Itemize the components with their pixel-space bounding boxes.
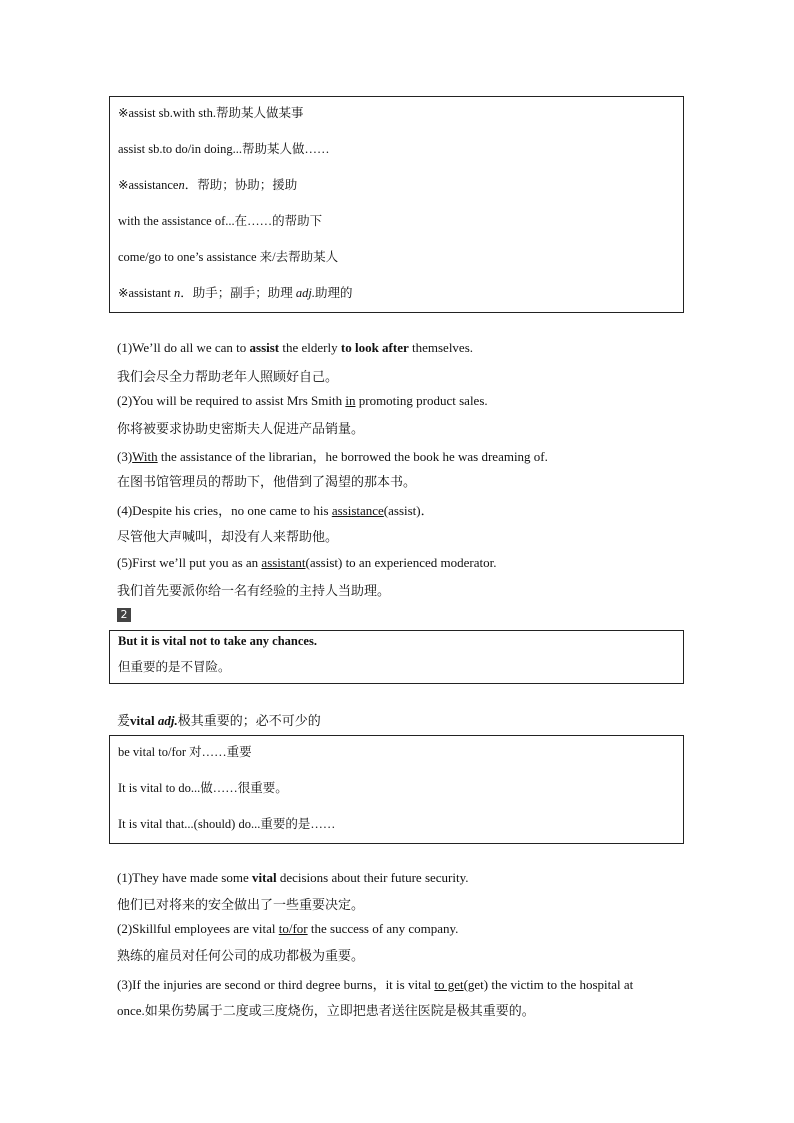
pos-label: adj. — [295, 286, 315, 300]
phrase-text: 助理的 — [314, 286, 353, 300]
translation: 尽管他大声喊叫，却没有人来帮助他。 — [117, 530, 339, 545]
phrase-line — [118, 175, 297, 193]
translation: 如果伤势属于二度或三度烧伤，立即把患者送往医院是极其重要的。 — [144, 1004, 535, 1019]
example-sentence — [117, 974, 633, 993]
translation: 在图书馆管理员的帮助下，他借到了渴望的那本书。 — [117, 475, 417, 490]
example-sentence — [117, 393, 488, 409]
example-sentence — [117, 446, 548, 465]
phrase-line: come/go to one’s assistance 来/去帮助某人 — [118, 250, 339, 264]
phrase-line: It is vital to do...做……很重要。 — [118, 781, 288, 795]
text: once. — [117, 1003, 145, 1018]
translation: 他们已对将来的安全做出了一些重要决定。 — [117, 898, 365, 913]
answer-blank: With — [132, 449, 158, 464]
definition: 极其重要的；必不可少的 — [177, 714, 321, 729]
keyword: assist — [249, 340, 280, 355]
marker: 爰 — [117, 714, 131, 729]
example-sentence — [117, 340, 473, 356]
text: (1)We’ll do all we can to — [117, 340, 250, 355]
translation: 你将被要求协助史密斯夫人促进产品销量。 — [117, 422, 365, 437]
assist-phrases-box — [109, 96, 684, 313]
example-sentence — [117, 500, 434, 519]
translation: 我们会尽全力帮助老年人照顾好自己。 — [117, 370, 339, 385]
translation: 我们首先要派你给一名有经验的主持人当助理。 — [117, 584, 391, 599]
phrase-line — [118, 283, 352, 301]
answer-blank: in — [345, 393, 356, 408]
text: promoting product sales. — [355, 393, 488, 408]
text: the assistance of the librarian，he borrowed the book he was dreaming of. — [157, 449, 548, 464]
phrase-line: be vital to/for 对……重要 — [118, 745, 252, 759]
text: (3)If the injuries are second or third degree burns，it is vital — [117, 977, 435, 992]
phrase-line: assist sb.to do/in doing...帮助某人做…… — [118, 142, 330, 156]
section-number-badge: 2 — [117, 608, 131, 622]
phrase-text: ※assistant — [118, 286, 174, 300]
text: the elderly — [279, 340, 341, 355]
keyword: vital — [252, 870, 277, 885]
headword: vital — [130, 713, 158, 728]
phrase-line: ※assist sb.with sth.帮助某人做某事 — [118, 106, 304, 120]
translation: 熟练的雇员对任何公司的成功都极为重要。 — [117, 949, 365, 964]
example-sentence — [117, 921, 458, 937]
text: (get) the victim to the hospital at — [463, 977, 634, 992]
example-sentence — [117, 555, 496, 571]
vital-phrases-box — [109, 735, 684, 844]
answer-blank: assistance — [331, 503, 384, 518]
text: decisions about their future security. — [276, 870, 469, 885]
pos-label: adj. — [157, 713, 178, 728]
vocab-heading — [117, 710, 321, 729]
text: (assist)． — [383, 503, 434, 518]
phrase-line: with the assistance of...在……的帮助下 — [118, 214, 323, 228]
text: the success of any company. — [307, 921, 459, 936]
phrase-text: ．帮助；协助；援助 — [184, 178, 298, 192]
pos-label: n — [173, 286, 181, 300]
key-sentence-translation: 但重要的是不冒险。 — [118, 660, 231, 674]
phrase-text: ．助手；副手；助理 — [180, 286, 296, 300]
text: (2)You will be required to assist Mrs Smith — [117, 393, 346, 408]
key-sentence-box — [109, 630, 684, 684]
answer-blank: to/for — [278, 921, 308, 936]
phrase-line: It is vital that...(should) do...重要的是…… — [118, 817, 336, 831]
phrase-text: ※assistance — [118, 178, 179, 192]
text: (assist) to an experienced moderator. — [305, 555, 497, 570]
text: themselves. — [408, 340, 474, 355]
text: (4)Despite his cries，no one came to his — [117, 503, 332, 518]
pos-label: n — [178, 178, 185, 192]
text: (2)Skillful employees are vital — [117, 921, 279, 936]
keyword: to look after — [340, 340, 409, 355]
example-sentence — [117, 870, 469, 886]
text: (3) — [117, 449, 133, 464]
text: (1)They have made some — [117, 870, 253, 885]
text: (5)First we’ll put you as an — [117, 555, 262, 570]
key-sentence: But it is vital not to take any chances. — [118, 634, 317, 648]
example-sentence-continued — [117, 1000, 535, 1019]
answer-blank: assistant — [261, 555, 306, 570]
answer-blank: to get — [434, 977, 464, 992]
